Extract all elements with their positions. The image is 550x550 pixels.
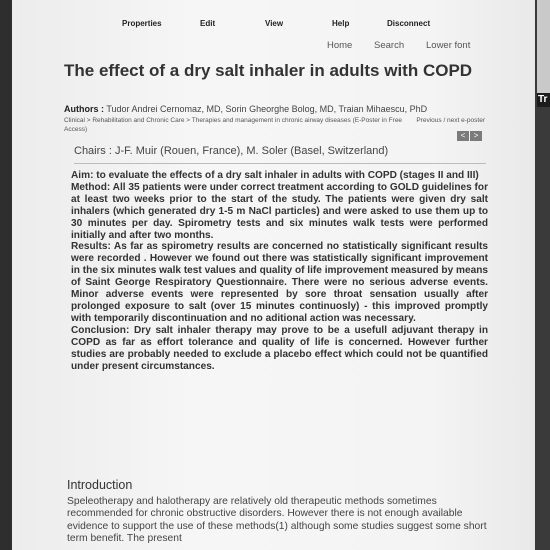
poster-page xyxy=(12,0,535,550)
breadcrumb[interactable]: Clinical > Rehabilitation and Chronic Care > Therapies and management in chronic airway diseases (E-Poster in Free Access) xyxy=(64,117,403,133)
abstract-method: Method: All 35 patients were under correct treatment according to GOLD guidelines for at least two weeks prior to the start of the study. The patients were given dry salt inhalers (which generated dry 1-5 m NaCl particles) and were asked to use them up to 30 minutes per day. Spirometry tests and six minutes walk tests were performed initially and after two months. xyxy=(71,181,488,241)
divider xyxy=(74,163,486,164)
introduction-heading: Introduction xyxy=(67,478,133,492)
top-nav xyxy=(12,40,535,54)
menu-view[interactable]: View xyxy=(265,19,284,28)
session-chairs: Chairs : J-F. Muir (Rouen, France), M. Soler (Basel, Switzerland) xyxy=(74,145,389,157)
nav-lower-font-link[interactable]: Lower font xyxy=(426,40,471,51)
prev-next-buttons xyxy=(456,125,482,143)
menu-bar xyxy=(12,19,535,31)
nav-home-link[interactable]: Home xyxy=(327,40,353,51)
next-poster-button[interactable]: > xyxy=(470,131,482,141)
menu-disconnect[interactable]: Disconnect xyxy=(387,19,431,28)
left-window-edge xyxy=(0,0,12,550)
authors-label: Authors : xyxy=(64,104,104,114)
previous-poster-button[interactable]: < xyxy=(457,131,469,141)
abstract xyxy=(71,170,488,372)
authors-line xyxy=(64,104,494,114)
authors-names: Tudor Andrei Cernomaz, MD, Sorin Gheorghe Bolog, MD, Traian Mihaescu, PhD xyxy=(106,104,428,114)
prev-next-label: Previous / next e-poster xyxy=(416,117,485,124)
poster-title: The effect of a dry salt inhaler in adults with COPD xyxy=(64,61,473,80)
adjacent-window-thumbnail xyxy=(537,0,550,100)
menu-properties[interactable]: Properties xyxy=(122,19,162,28)
abstract-results: Results: As far as spirometry results are concerned no statistically significant results were recorded . However we found out there was statistically significant improvement in the six minutes walk test values and quality of life improvement measured by means of Saint George Respiratory Questionnaire. There were no serious adverse events. Minor adverse events were represented by sore throat sensation usually after prolonged exposure to salt (over 15 minutes continuosly) - this improved promptly with temporarily discontinuation and no aditional action was necessary. xyxy=(71,241,488,324)
adjacent-window-tab[interactable]: Tr xyxy=(537,93,550,107)
abstract-conclusion: Conclusion: Dry salt inhaler therapy may prove to be a usefull adjuvant therapy in COPD as far as effort tolerance and quality of life is concerned. However further studies are probably needed to exclude a placebo effect which could not be quantified under present circumstances. xyxy=(71,324,488,372)
abstract-aim: Aim: to evaluate the effects of a dry salt inhaler in adults with COPD (stages II and III) xyxy=(71,170,479,181)
introduction-text: Speleotherapy and halotherapy are relatively old therapeutic methods sometimes recommended for chronic obstructive disorders. However there is not enough available evidence to support the use of these methods(1) although some studies suggest some short term benefit. The present xyxy=(67,496,487,545)
nav-search-link[interactable]: Search xyxy=(374,40,405,51)
menu-help[interactable]: Help xyxy=(332,19,350,28)
menu-edit[interactable]: Edit xyxy=(200,19,216,28)
